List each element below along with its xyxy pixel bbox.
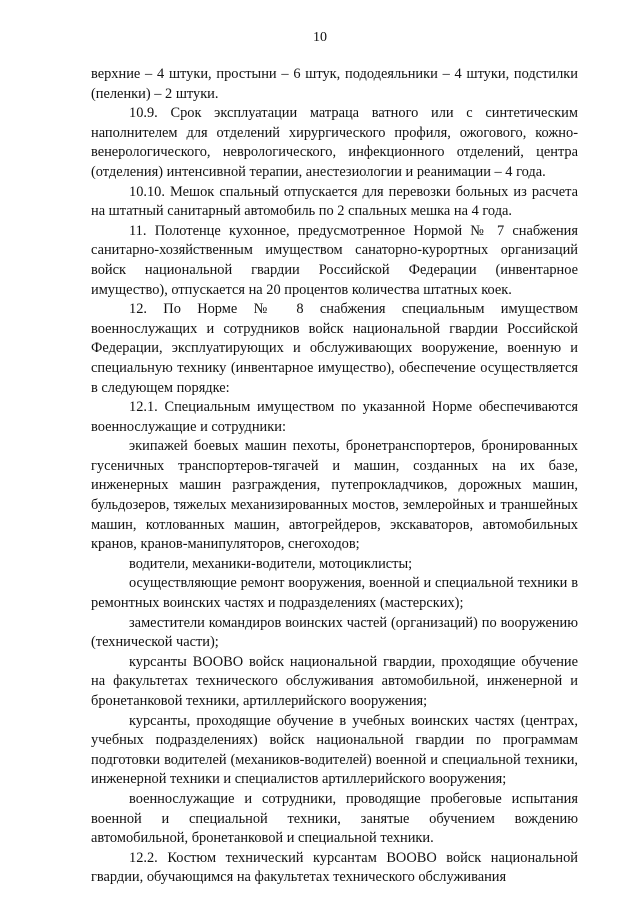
paragraph-11: 11. Полотенце кухонное, предусмотренное Нормой № 7 снабжения санитарно-хозяйственным имуществом санаторно-курортных организаций войск национальной гвардии Российской Федерации (инвентарное имущество), отпускается на 20 процентов количества штатных коек. xyxy=(91,222,578,298)
list-item-testers: военнослужащие и сотрудники, проводящие пробеговые испытания военной и специальной техники, занятые обучением вождению автомобильной, бронетанковой и специальной техники. xyxy=(91,790,578,847)
list-item-cadets-training: курсанты, проходящие обучение в учебных воинских частях (центрах, учебных подразделениях) войск национальной гвардии по программам подготовки водителей (механиков-водителей) военной и специальной техники, инженерной техники и специалистов артиллерийского вооружения; xyxy=(91,712,578,788)
paragraph-12-1: 12.1. Специальным имуществом по указанной Норме обеспечиваются военнослужащие и сотрудники: xyxy=(91,399,578,435)
document-body xyxy=(91,65,578,888)
paragraph-10-10: 10.10. Мешок спальный отпускается для перевозки больных из расчета на штатный санитарный автомобиль по 2 спальных мешка на 4 года. xyxy=(91,183,578,220)
paragraph-12-2: 12.2. Костюм технический курсантам ВООВО войск национальной гвардии, обучающимся на факультетах технического обслуживания xyxy=(91,849,578,886)
list-item-repair: осуществляющие ремонт вооружения, военной и специальной техники в ремонтных воинских частях и подразделениях (мастерских); xyxy=(91,575,578,612)
paragraph-10-9: 10.9. Срок эксплуатации матраца ватного или с синтетическим наполнителем для отделений хирургического профиля, ожогового, кожно-венерологического, неврологического, инфекционного отделений, центра (отделения) интенсивной терапии, анестезиологии и реанимации – 4 года. xyxy=(91,105,578,180)
list-item-crews: экипажей боевых машин пехоты, бронетранспортеров, бронированных гусеничных транспортеров-тягачей и машин, созданных на их базе, инженерных машин разграждения, путепрокладчиков, дорожных машин, бульдозеров, тяжелых механизированных мостов, землеройных и траншейных машин, котлованных машин, автогрейдеров, экскаваторов, автомобильных кранов, кранов-манипуляторов, снегоходов; xyxy=(91,438,578,553)
paragraph-continuation: верхние – 4 штуки, простыни – 6 штук, пододеяльники – 4 штуки, подстилки (пеленки) – 2 штуки. xyxy=(91,66,578,102)
list-item-deputies: заместители командиров воинских частей (организаций) по вооружению (технической части); xyxy=(91,614,578,651)
page-number: 10 xyxy=(313,30,327,45)
list-item-drivers: водители, механики-водители, мотоциклисты; xyxy=(129,555,413,572)
list-item-cadets-vuz: курсанты ВООВО войск национальной гвардии, проходящие обучение на факультетах технического обслуживания автомобильной, инженерной и бронетанковой техники, артиллерийского вооружения; xyxy=(91,653,578,709)
paragraph-12: 12. По Норме № 8 снабжения специальным имуществом военнослужащих и сотрудников войск национальной гвардии Российской Федерации, эксплуатирующих и обслуживающих вооружение, военную и специальную технику (инвентарное имущество), обеспечение осуществляется в следующем порядке: xyxy=(91,301,578,396)
